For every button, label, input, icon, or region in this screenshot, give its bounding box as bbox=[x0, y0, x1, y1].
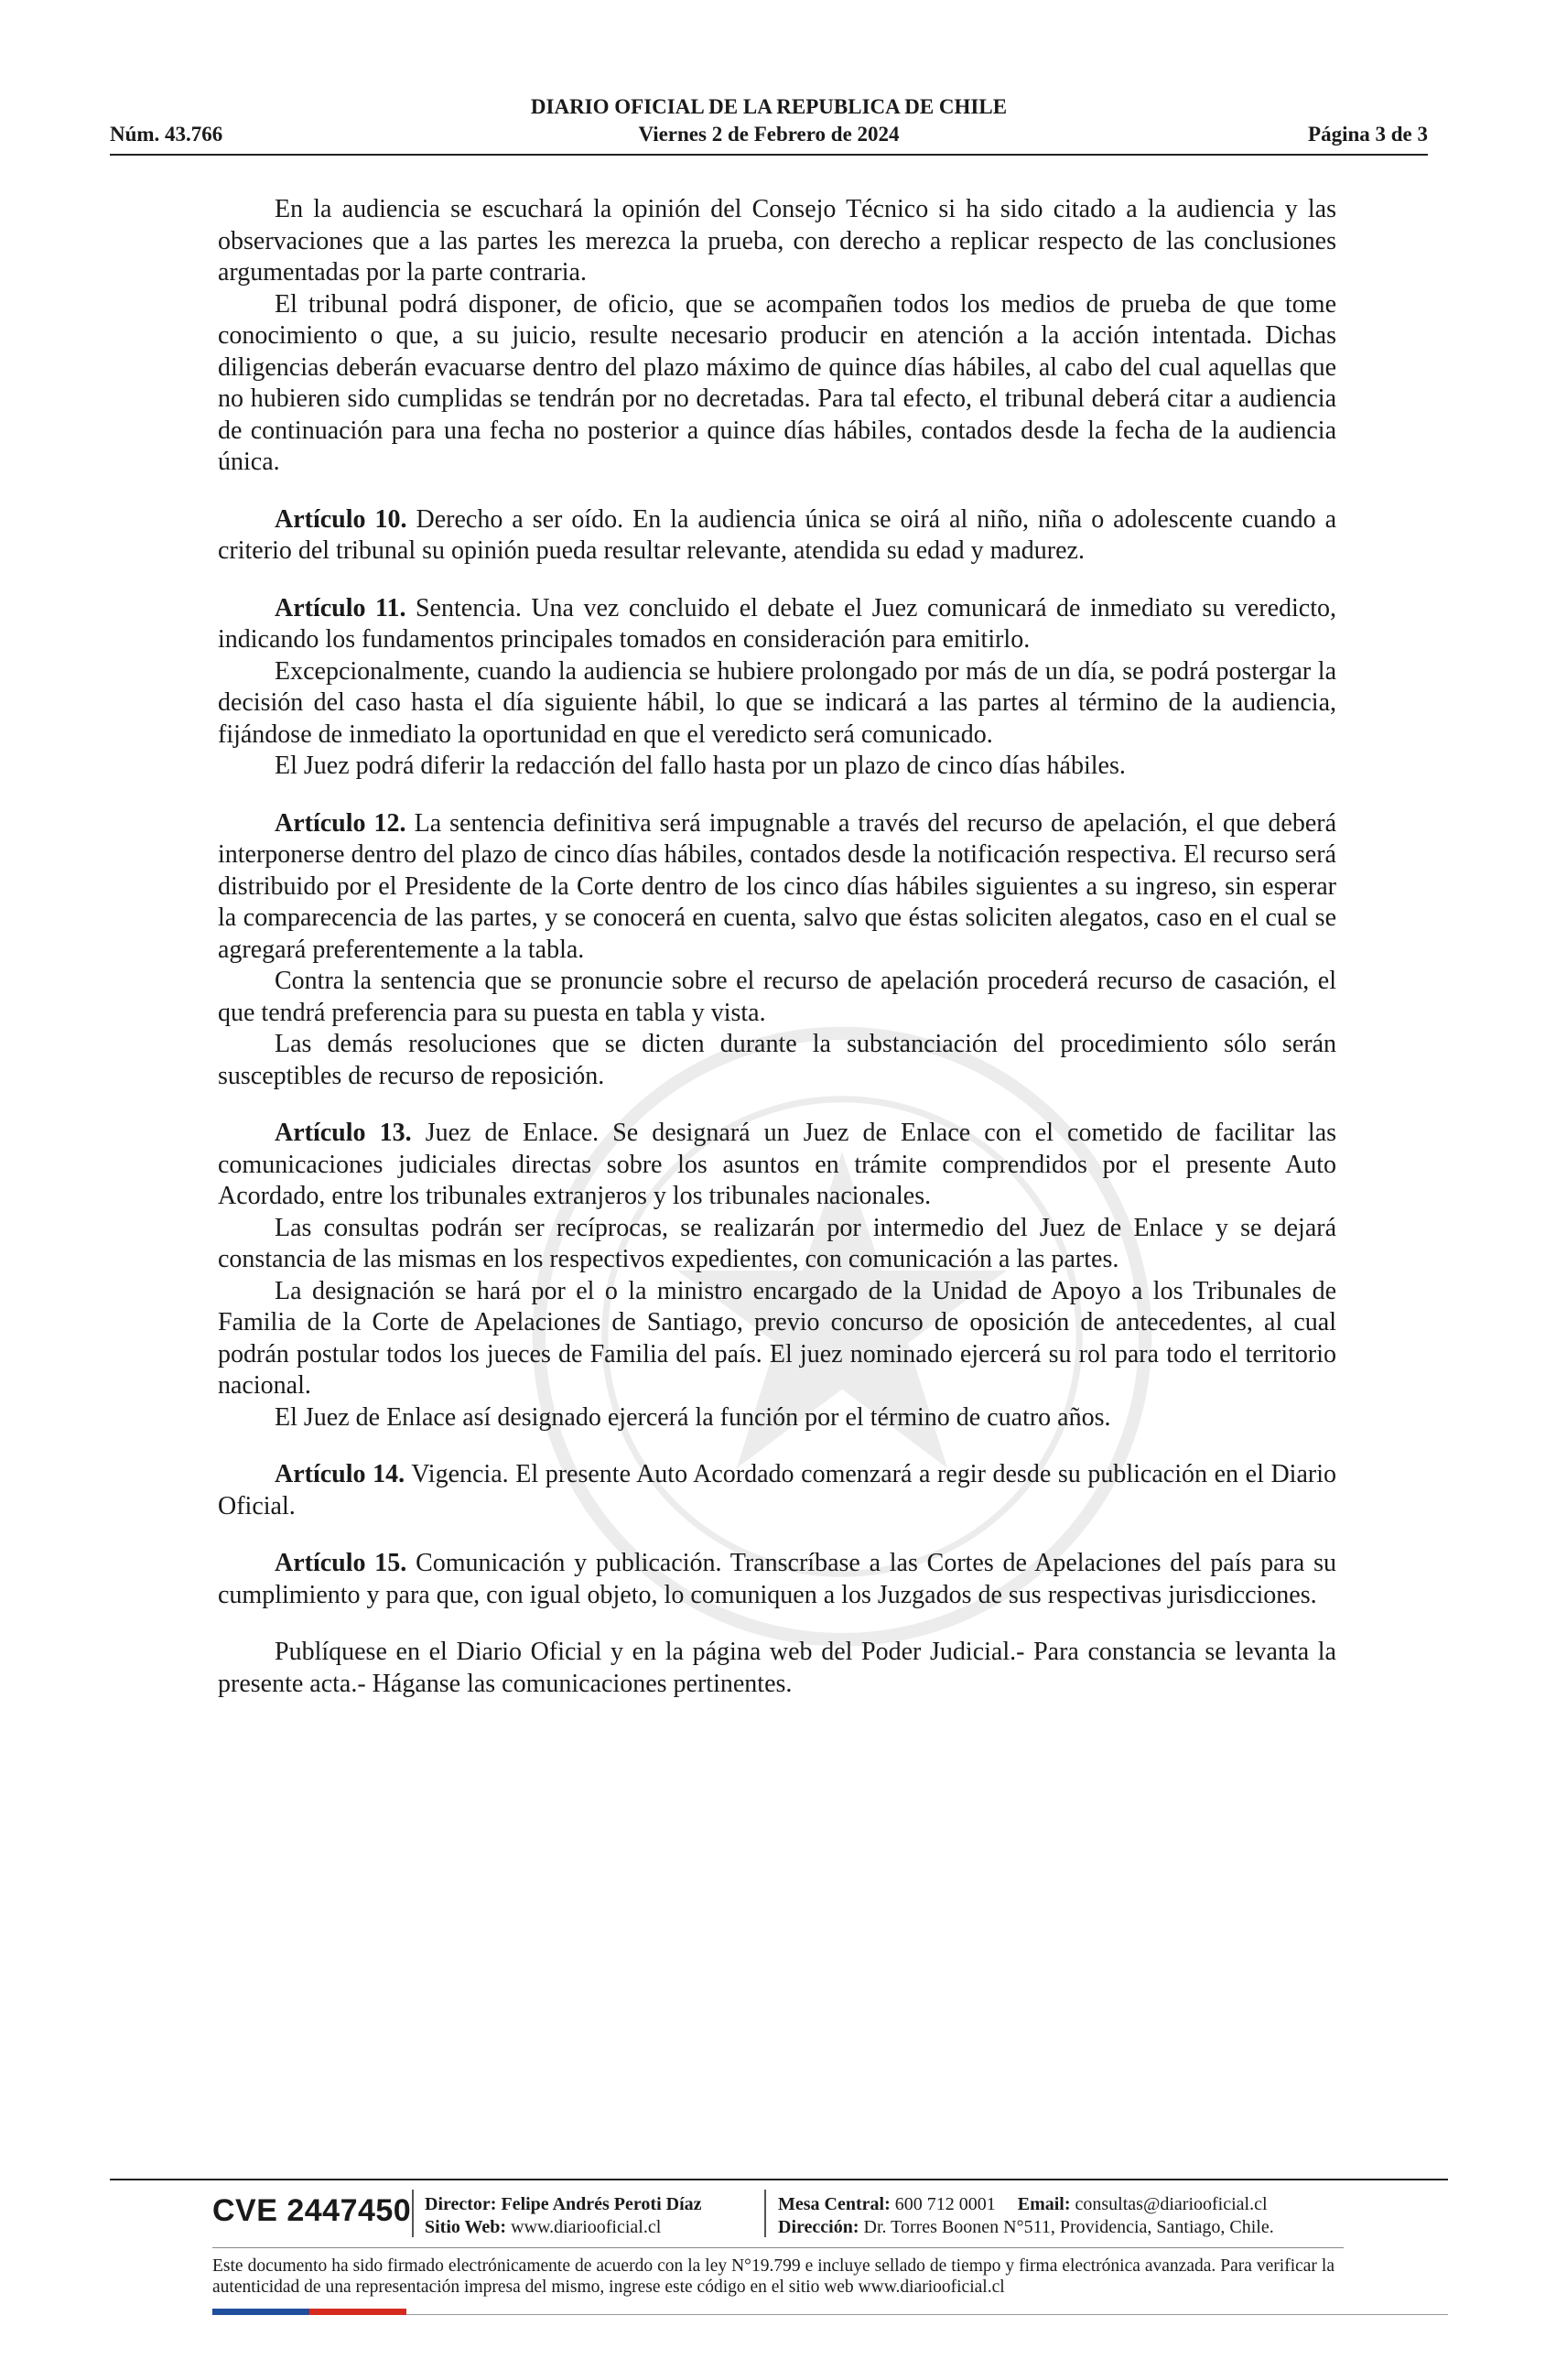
article-15: Artículo 15. Comunicación y publicación. Transcríbase a las Cortes de Apelaciones del país para su cumplimiento y para que, con igual objeto, lo comuniquen a los Juzgados de sus respectivas jurisdicciones. bbox=[218, 1549, 1336, 1609]
article-heading: Artículo 14. bbox=[275, 1460, 405, 1488]
issue-date: Viernes 2 de Febrero de 2024 bbox=[638, 123, 900, 146]
email-link[interactable]: consultas@diariooficial.cl bbox=[1075, 2194, 1268, 2214]
article-13: Artículo 13. Juez de Enlace. Se designará un Juez de Enlace con el cometido de facilitar las comunicaciones judiciales directas sobre los asuntos en trámite comprendidos por el presente Auto Acordado, entre los tribunales extranjeros y los tribunales nacionales. bbox=[218, 1119, 1337, 1210]
footer-separator bbox=[764, 2190, 766, 2237]
paragraph: El tribunal podrá disponer, de oficio, que se acompañen todos los medios de prueba de que tome conocimiento o que, a su juicio, resulte necesario producir en atención a la acción intentada. Dichas diligencias deberán evacuarse dentro del plazo máximo de quince días hábiles, al cabo del cual aquellas que no hubieren sido cumplidas se tendrán por no decretadas. Para tal efecto, el tribunal deberá citar a audiencia de continuación para una fecha no posterior a quince días hábiles, contados desde la fecha de la audiencia única. bbox=[218, 289, 1336, 476]
footer-contact-info: Mesa Central: 600 712 0001 Email: consultas@diariooficial.cl Dirección: Dr. Torres Boonen N°511, Providencia, Santiago, Chile. bbox=[778, 2194, 1274, 2237]
flag-blue-segment bbox=[212, 2309, 309, 2315]
document-body bbox=[218, 194, 1336, 1700]
page-header bbox=[110, 92, 1428, 157]
flag-red-segment bbox=[309, 2309, 406, 2315]
footer-divider bbox=[110, 2179, 1448, 2180]
paragraph: Excepcionalmente, cuando la audiencia se hubiere prolongado por más de un día, se podrá postergar la decisión del caso hasta el día siguiente hábil, lo que se indicará a las partes al término de la audiencia, fijándose de inmediato la oportunidad en que el veredicto será comunicado. bbox=[218, 656, 1336, 749]
footer-director-info: Director: Felipe Andrés Peroti Díaz Sitio Web: www.diariooficial.cl bbox=[425, 2194, 702, 2237]
article-heading: Artículo 11. bbox=[275, 593, 406, 622]
director-name: Felipe Andrés Peroti Díaz bbox=[501, 2194, 702, 2214]
footer-separator bbox=[412, 2190, 414, 2237]
legal-notice: Este documento ha sido firmado electrónicamente de acuerdo con la ley N°19.799 e incluye sellado de tiempo y firma electrónica avanzada. Para verificar la autenticidad de una representación impresa del mismo, ingrese este código en el sitio web www.diariooficial.cl bbox=[212, 2256, 1334, 2297]
paragraph: En la audiencia se escuchará la opinión del Consejo Técnico si ha sido citado a la audiencia y las observaciones que a las partes les merezca la prueba, con derecho a replicar respecto de las conclusiones argumentadas por la parte contraria. bbox=[218, 195, 1336, 287]
flag-stripe bbox=[212, 2309, 406, 2315]
footer-thin-divider bbox=[212, 2247, 1344, 2248]
website-link[interactable]: www.diariooficial.cl bbox=[511, 2217, 662, 2237]
article-12: Artículo 12. La sentencia definitiva será impugnable a través del recurso de apelación, el que deberá interponerse dentro del plazo de cinco días hábiles, contados desde la notificación respectiva. El recurso será distribuido por el Presidente de la Corte dentro de los cinco días hábiles siguientes a su ingreso, sin esperar la comparecencia de las partes, y se conocerá en cuenta, salvo que éstas soliciten alegatos, caso en el cual se agregará preferentemente a la tabla. bbox=[218, 808, 1337, 964]
article-10: Artículo 10. Derecho a ser oído. En la audiencia única se oirá al niño, niña o adolescente cuando a criterio del tribunal su opinión pueda resultar relevante, atendida su edad y madurez. bbox=[218, 504, 1337, 565]
gazette-title: DIARIO OFICIAL DE LA REPUBLICA DE CHILE bbox=[530, 95, 1008, 118]
paragraph: El Juez podrá diferir la redacción del fallo hasta por un plazo de cinco días hábiles. bbox=[275, 752, 1126, 780]
phone-number: 600 712 0001 bbox=[894, 2194, 996, 2214]
article-14: Artículo 14. Vigencia. El presente Auto Acordado comenzará a regir desde su publicación en el Diario Oficial. bbox=[218, 1460, 1336, 1520]
article-heading: Artículo 12. bbox=[275, 808, 406, 838]
cve-code: CVE 2447450 bbox=[212, 2193, 412, 2228]
paragraph: Contra la sentencia que se pronuncie sobre el recurso de apelación procederá recurso de casación, el que tendrá preferencia para su puesta en tabla y vista. bbox=[218, 967, 1336, 1027]
bottom-divider bbox=[406, 2314, 1448, 2315]
closing-paragraph: Publíquese en el Diario Oficial y en la página web del Poder Judicial.- Para constancia se levanta la presente acta.- Háganse las comunicaciones pertinentes. bbox=[218, 1638, 1336, 1698]
paragraph: Las demás resoluciones que se dicten durante la substanciación del procedimiento sólo serán susceptibles de recurso de reposición. bbox=[218, 1030, 1336, 1090]
paragraph: Las consultas podrán ser recíprocas, se realizarán por intermedio del Juez de Enlace y se dejará constancia de las mismas en los respectivos expedientes, con comunicación a las partes. bbox=[218, 1213, 1336, 1273]
header-divider bbox=[110, 154, 1428, 156]
article-heading: Artículo 10. bbox=[275, 504, 407, 534]
article-heading: Artículo 15. bbox=[275, 1549, 407, 1577]
article-11: Artículo 11. Sentencia. Una vez concluido el debate el Juez comunicará de inmediato su veredicto, indicando los fundamentos principales tomados en consideración para emitirlo. bbox=[218, 593, 1336, 654]
paragraph: El Juez de Enlace así designado ejercerá la función por el término de cuatro años. bbox=[275, 1402, 1111, 1432]
article-heading: Artículo 13. bbox=[275, 1119, 412, 1147]
issue-number: Núm. 43.766 bbox=[110, 123, 223, 146]
page-number: Página 3 de 3 bbox=[1308, 123, 1428, 146]
paragraph: La designación se hará por el o la ministro encargado de la Unidad de Apoyo a los Tribunales de Familia de la Corte de Apelaciones de Santiago, previo concurso de oposición de antecedentes, al cual podrán postular todos los jueces de Familia del país. El juez nominado ejercerá su rol para todo el territorio nacional. bbox=[218, 1276, 1336, 1400]
address: Dr. Torres Boonen N°511, Providencia, Santiago, Chile. bbox=[863, 2217, 1274, 2237]
